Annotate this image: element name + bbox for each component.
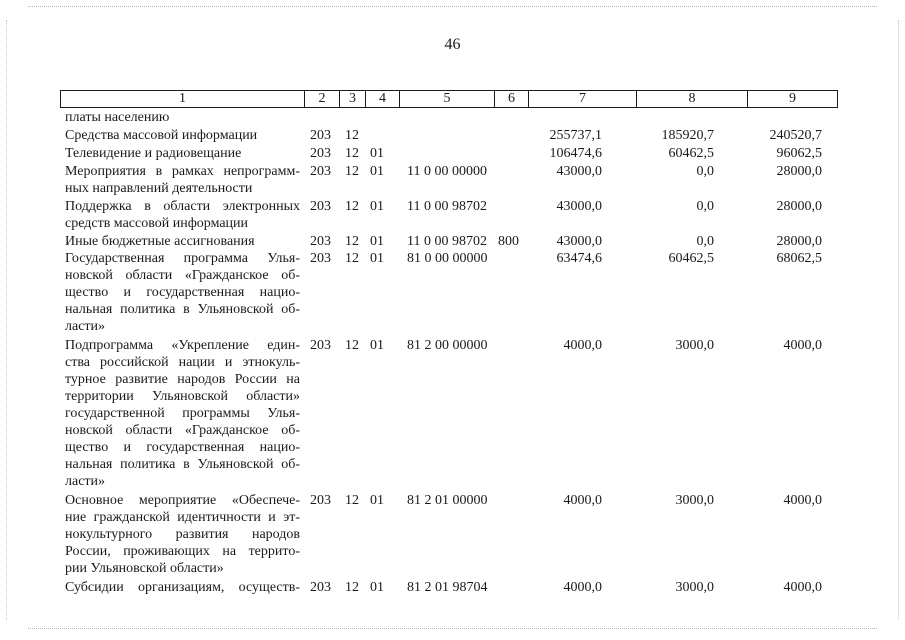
row-name-line: Иные бюджетные ассигнования (65, 234, 255, 249)
row-name (65, 579, 300, 596)
cell-col-2: 203 (310, 251, 331, 266)
row-name-line: России, проживающих на террито- (65, 544, 300, 559)
cell-col-9: 4000,0 (783, 338, 822, 353)
cell-col-8: 0,0 (696, 199, 714, 214)
cell-col-7: 4000,0 (563, 580, 602, 595)
header-cell-3: 3 (339, 91, 365, 107)
cell-col-5: 81 2 01 00000 (407, 493, 488, 508)
cell-col-5: 11 0 00 98702 (407, 234, 487, 249)
cell-col-3: 12 (345, 199, 359, 214)
cell-col-9: 28000,0 (776, 234, 822, 249)
scan-edge-top (28, 6, 877, 7)
cell-col-5: 81 2 00 00000 (407, 338, 488, 353)
cell-col-9: 68062,5 (776, 251, 822, 266)
header-cell-6: 6 (494, 91, 528, 107)
row-name-line: Поддержка в области электронных (65, 199, 300, 214)
row-name-line: нокультурного развития народов (65, 527, 300, 542)
row-name-line: Телевидение и радиовещание (65, 146, 242, 161)
cell-col-7: 4000,0 (563, 338, 602, 353)
row-name (65, 127, 300, 144)
scan-edge-bottom (28, 628, 877, 629)
row-name-line: Основное мероприятие «Обеспече- (65, 493, 300, 508)
cell-col-8: 0,0 (696, 234, 714, 249)
cell-col-4: 01 (370, 580, 384, 595)
cell-col-9: 28000,0 (776, 199, 822, 214)
cell-col-3: 12 (345, 146, 359, 161)
cell-col-4: 01 (370, 493, 384, 508)
cell-col-7: 43000,0 (556, 164, 602, 179)
row-name-line: щество и государственная нацио- (65, 440, 300, 455)
row-name-line: ние гражданской идентичности и эт- (65, 510, 300, 525)
row-name-line: новской области «Гражданское об- (65, 268, 300, 283)
cell-col-4: 01 (370, 251, 384, 266)
row-name (65, 145, 300, 162)
row-name-line: территории Ульяновской области» (65, 389, 300, 404)
row-name (65, 492, 300, 577)
cell-col-3: 12 (345, 580, 359, 595)
row-name-line: рии Ульяновской области» (65, 561, 224, 576)
cell-col-9: 4000,0 (783, 580, 822, 595)
cell-col-8: 60462,5 (668, 251, 714, 266)
page-number: 46 (444, 36, 461, 53)
row-name (65, 163, 300, 197)
cell-col-7: 4000,0 (563, 493, 602, 508)
row-name-line: Мероприятия в рамках непрограмм- (65, 164, 300, 179)
cell-col-9: 28000,0 (776, 164, 822, 179)
row-name-line: нальная политика в Ульяновской об- (65, 457, 300, 472)
cell-col-3: 12 (345, 338, 359, 353)
cell-col-8: 0,0 (696, 164, 714, 179)
scan-edge-left (6, 20, 7, 620)
row-name-line: Государственная программа Улья- (65, 251, 300, 266)
cell-col-8: 3000,0 (675, 580, 714, 595)
row-name-line: щество и государственная нацио- (65, 285, 300, 300)
cell-col-4: 01 (370, 164, 384, 179)
cell-col-4: 01 (370, 146, 384, 161)
cell-col-7: 255737,1 (549, 128, 602, 143)
cell-col-7: 106474,6 (549, 146, 602, 161)
row-name-line: платы населению (65, 110, 170, 125)
cell-col-5: 11 0 00 00000 (407, 164, 487, 179)
cell-col-2: 203 (310, 199, 331, 214)
cell-col-3: 12 (345, 234, 359, 249)
cell-col-2: 203 (310, 234, 331, 249)
row-name-line: средств массовой информации (65, 216, 249, 231)
cell-col-8: 185920,7 (661, 128, 714, 143)
cell-col-9: 240520,7 (769, 128, 822, 143)
row-name-line: ласти» (65, 474, 106, 489)
cell-col-2: 203 (310, 338, 331, 353)
cell-col-9: 96062,5 (776, 146, 822, 161)
row-name-line: Подпрограмма «Укрепление един- (65, 338, 300, 353)
header-cell-4: 4 (365, 91, 399, 107)
cell-col-8: 60462,5 (668, 146, 714, 161)
cell-col-3: 12 (345, 164, 359, 179)
cell-col-3: 12 (345, 128, 359, 143)
row-name-line: нальная политика в Ульяновской об- (65, 302, 300, 317)
cell-col-7: 43000,0 (556, 199, 602, 214)
scan-edge-right (898, 20, 899, 620)
cell-col-4: 01 (370, 234, 384, 249)
cell-col-7: 63474,6 (556, 251, 602, 266)
cell-col-5: 11 0 00 98702 (407, 199, 487, 214)
header-cell-5: 5 (399, 91, 494, 107)
row-name-line: ства российской нации и этнокуль- (65, 355, 300, 370)
header-cell-2: 2 (304, 91, 339, 107)
cell-col-2: 203 (310, 128, 331, 143)
cell-col-2: 203 (310, 164, 331, 179)
cell-col-8: 3000,0 (675, 338, 714, 353)
cell-col-8: 3000,0 (675, 493, 714, 508)
row-name-line: ласти» (65, 319, 106, 334)
cell-col-2: 203 (310, 146, 331, 161)
row-name-line: новской области «Гражданское об- (65, 423, 300, 438)
table-header (60, 90, 838, 108)
row-name (65, 198, 300, 232)
row-name (65, 250, 300, 335)
row-name-line: Средства массовой информации (65, 128, 258, 143)
cell-col-2: 203 (310, 580, 331, 595)
cell-col-7: 43000,0 (556, 234, 602, 249)
row-name (65, 233, 300, 250)
row-name-line: ных направлений деятельности (65, 181, 253, 196)
cell-col-6: 800 (498, 234, 519, 249)
cell-col-3: 12 (345, 251, 359, 266)
header-cell-1: 1 (179, 91, 186, 106)
row-name-line: государственной программы Улья- (65, 406, 300, 421)
cell-col-5: 81 0 00 00000 (407, 251, 488, 266)
row-name (65, 337, 300, 490)
cell-col-9: 4000,0 (783, 493, 822, 508)
cell-col-2: 203 (310, 493, 331, 508)
cell-col-5: 81 2 01 98704 (407, 580, 488, 595)
row-name-line: турное развитие народов России на (65, 372, 300, 387)
row-name (65, 109, 300, 126)
header-cell-9: 9 (747, 91, 837, 107)
row-name-line: Субсидии организациям, осуществ- (65, 580, 300, 595)
header-cell-7: 7 (528, 91, 636, 107)
header-cell-8: 8 (636, 91, 747, 107)
cell-col-3: 12 (345, 493, 359, 508)
cell-col-4: 01 (370, 199, 384, 214)
cell-col-4: 01 (370, 338, 384, 353)
